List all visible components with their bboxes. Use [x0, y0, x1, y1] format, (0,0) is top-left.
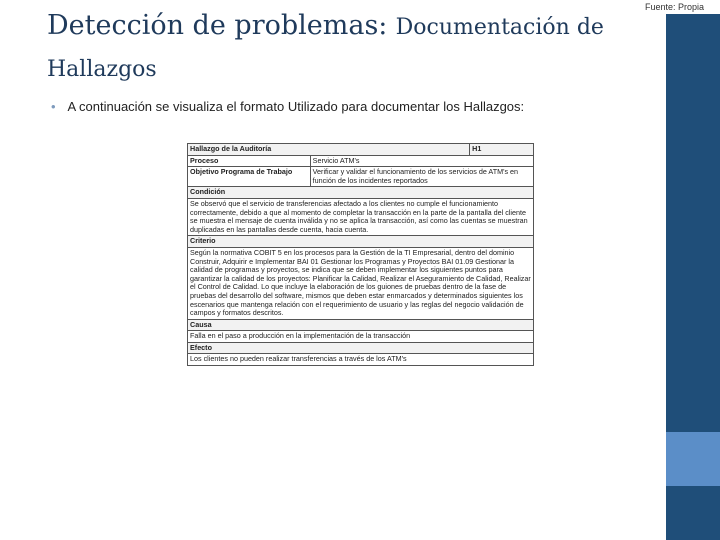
title-main: Detección de problemas: [47, 10, 388, 41]
objetivo-value: Verificar y validar el funcionamiento de los servicios de ATM's en función de los incidentes reportados [310, 167, 533, 187]
header-value: H1 [470, 144, 534, 156]
criterio-label: Criterio [188, 236, 534, 248]
title-rest: Documentación de Hallazgos [47, 15, 604, 82]
table-row [188, 331, 534, 343]
causa-label: Causa [188, 319, 534, 331]
bullet-dot-icon: • [51, 99, 56, 114]
bullet-point [51, 99, 524, 114]
table-row [188, 247, 534, 319]
table-row [188, 167, 534, 187]
section-row [188, 236, 534, 248]
table-row [188, 354, 534, 366]
efecto-label: Efecto [188, 342, 534, 354]
proceso-label: Proceso [188, 155, 311, 167]
section-row [188, 319, 534, 331]
section-row [188, 342, 534, 354]
decorative-sidebar [666, 0, 720, 540]
bullet-text: A continuación se visualiza el formato Utilizado para documentar los Hallazgos: [67, 99, 525, 114]
proceso-value: Servicio ATM's [310, 155, 533, 167]
findings-table [187, 143, 534, 366]
sidebar-accent-block [666, 432, 720, 486]
condicion-label: Condición [188, 187, 534, 199]
header-label: Hallazgo de la Auditoría [188, 144, 470, 156]
table-row [188, 155, 534, 167]
condicion-text: Se observó que el servicio de transferencias afectado a los clientes no cumple el funcionamiento correctamente, debido a que al momento de completar la transacción en la parte de la pantalla del cliente se muestra el mensaje de cuenta inválida y no se aplica la transacción, así como las cuentas se muestran duplicadas en las pantallas desde cuenta, hacia cuenta. [188, 198, 534, 235]
causa-text: Falla en el paso a producción en la implementación de la transacción [188, 331, 534, 343]
table-row [188, 198, 534, 235]
source-note: Fuente: Propia [645, 2, 705, 12]
efecto-text: Los clientes no pueden realizar transferencias a través de los ATM's [188, 354, 534, 366]
section-row [188, 187, 534, 199]
slide-title [47, 6, 607, 90]
criterio-text: Según la normativa COBIT 5 en los procesos para la Gestión de la TI Empresarial, dentro del dominio Construir, Adquirir e Implementar BAI 01 Gestionar los Programas y Proyectos BAI 01.09 Gestionar la calidad de programas y proyectos, se indica que se deben implementar los siguientes puntos para garantizar la calidad de los proyectos: Planificar la Calidad, Realizar el Aseguramiento de Calidad, Realizar el Control de Calidad. Lo que incluye la elaboración de los guiones de pruebas dentro de la fase de pruebas del desarrollo del software, mismos que deben estar enmarcados y determinados siguientes los escenarios que mantenga relación con el requerimiento de usuario y las reglas del negocio validación de campos y formatos descritos. [188, 247, 534, 319]
objetivo-label: Objetivo Programa de Trabajo [188, 167, 311, 187]
table-header-row [188, 144, 534, 156]
